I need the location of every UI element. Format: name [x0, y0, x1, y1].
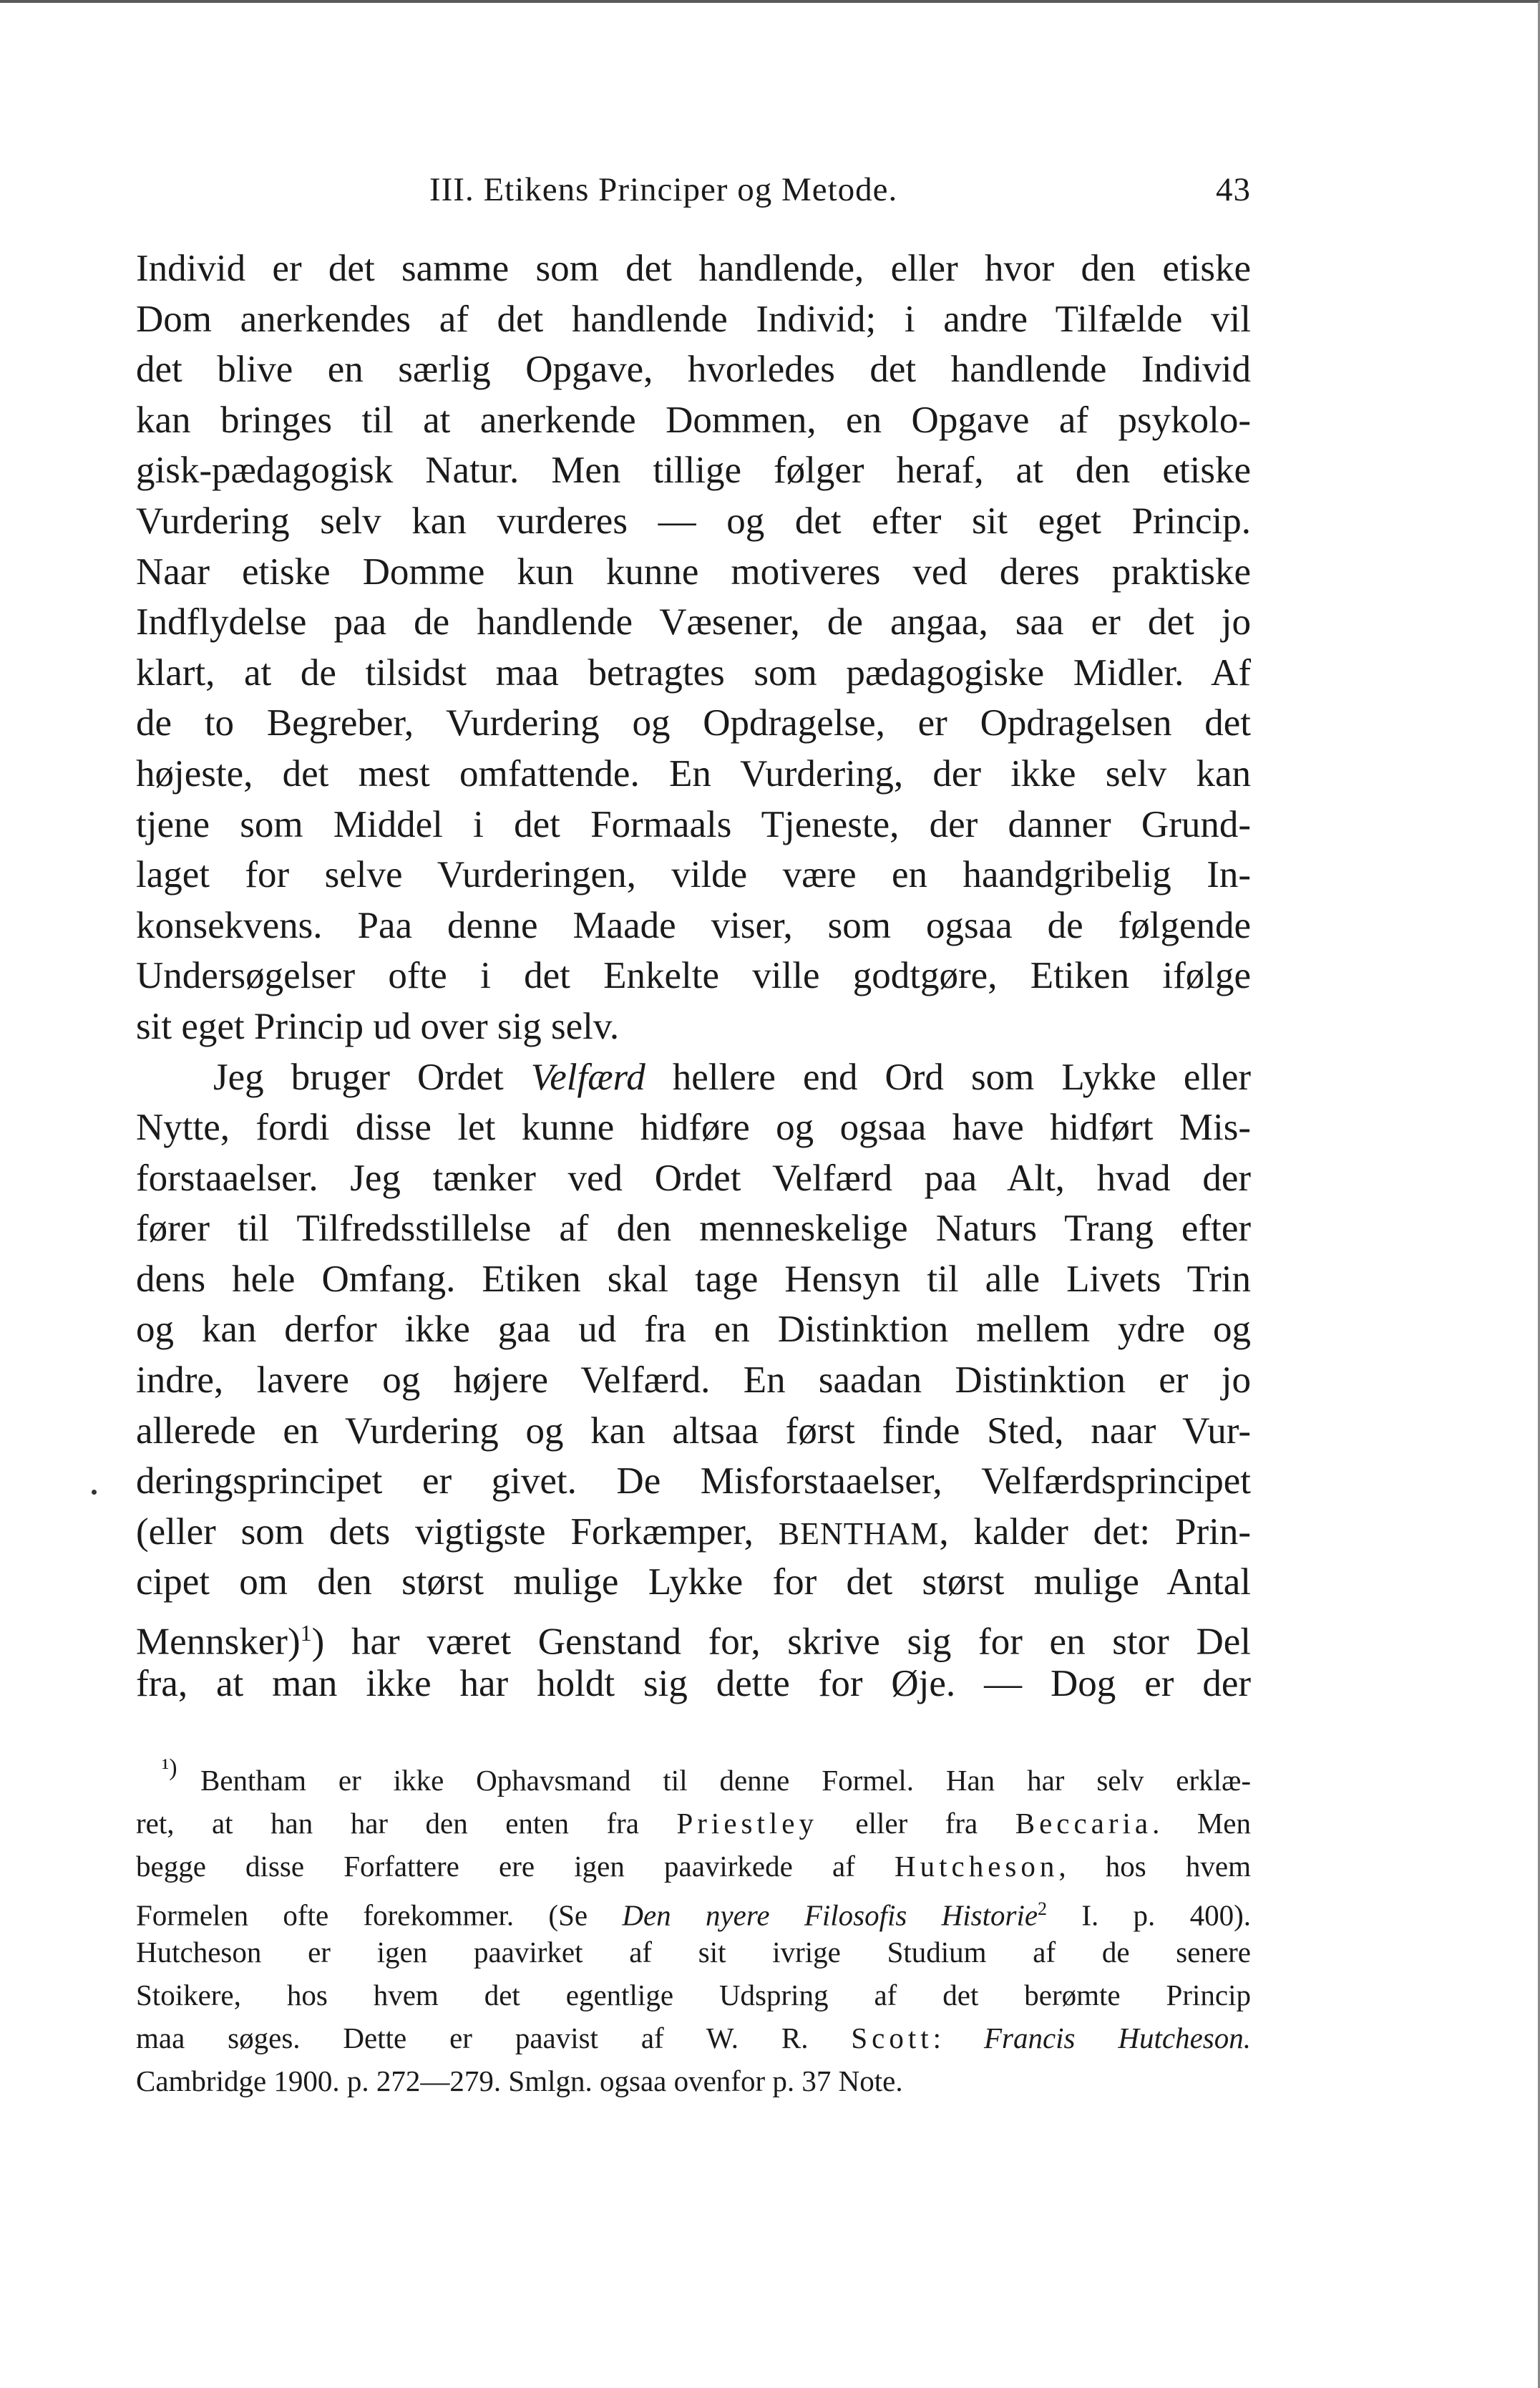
italic-title: Den nyere Filosofis Historie: [622, 1898, 1038, 1932]
text-line: forstaaelser. Jeg tænker ved Ordet Velfærd paa Alt, hvad der: [136, 1157, 1251, 1199]
small-caps-name: BENTHAM: [778, 1515, 940, 1551]
footnote-line: [136, 1845, 1251, 1888]
text-fragment: :: [932, 2021, 984, 2055]
text-fragment: eller fra: [817, 1807, 1015, 1840]
superscript: 2: [1038, 1898, 1048, 1920]
text-line: [136, 1507, 1251, 1558]
text-line: deringsprincipet er givet. De Misforstaaelser, Velfærdsprincipet: [136, 1460, 1251, 1503]
margin-mark: [92, 1490, 97, 1495]
text-line: [136, 1608, 1251, 1663]
text-line: Indflydelse paa de handlende Væsener, de angaa, saa er det jo: [136, 601, 1251, 644]
text-line: fører til Tilfredsstillelse af den menneskelige Naturs Trang efter: [136, 1208, 1251, 1250]
spaced-name: Scott: [851, 2021, 933, 2055]
text-line: og kan derfor ikke gaa ud fra en Distinktion mellem ydre og: [136, 1309, 1251, 1351]
footnote: [136, 1754, 1252, 2102]
book-page: [136, 157, 1251, 2102]
text-line: de to Begreber, Vurdering og Opdragelse, er Opdragelsen det: [136, 702, 1251, 744]
text-line: Dom anerkendes af det handlende Individ; i andre Tilfælde vil: [136, 298, 1251, 340]
text-line: allerede en Vurdering og kan altsaa først finde Sted, naar Vur-: [136, 1409, 1251, 1452]
text-fragment: I. p. 400).: [1047, 1898, 1251, 1932]
text-line: kan bringes til at anerkende Dommen, en Opgave af psykolo-: [136, 399, 1251, 441]
text-line: klart, at de tilsidst maa betragtes som pædagogiske Midler. Af: [136, 651, 1251, 694]
text-fragment: ret, at han har den enten fra: [136, 1807, 677, 1840]
text-line: Naar etiske Domme kun kunne motiveres ved deres praktiske: [136, 550, 1251, 593]
footnote-line: [136, 2016, 1251, 2059]
text-line: det blive en særlig Opgave, hvorledes det handlende Individ: [136, 349, 1251, 391]
text-line: konsekvens. Paa denne Maade viser, som ogsaa de følgende: [136, 904, 1251, 946]
text-fragment: (eller som dets vigtigste Forkæmper,: [136, 1510, 779, 1553]
text-line: højeste, det mest omfattende. En Vurdering, der ikke selv kan: [136, 752, 1251, 795]
text-fragment: , hos hvem: [1058, 1850, 1251, 1883]
text-line: Individ er det samme som det handlende, eller hvor den etiske: [136, 248, 1251, 289]
footnote-line: Bentham er ikke Ophavsmand til denne Formel. Han har selv erklæ-: [200, 1764, 1251, 1797]
page-number: 43: [1216, 171, 1251, 208]
text-line: sit eget Princip ud over sig selv.: [136, 1005, 620, 1047]
footnote-reference: 1: [300, 1620, 312, 1646]
text-line: fra, at man ikke har holdt sig dette for Øje. — Dog er der: [136, 1662, 1251, 1704]
body-text: [136, 243, 1251, 1709]
spaced-name: Beccaria: [1015, 1807, 1153, 1840]
text-line: cipet om den størst mulige Lykke for det størst mulige Antal: [136, 1561, 1251, 1603]
text-line: Vurdering selv kan vurderes — og det efter sit eget Princip.: [136, 500, 1251, 542]
text-fragment: begge disse Forfattere ere igen paavirkede af: [136, 1850, 895, 1883]
text-line: dens hele Omfang. Etiken skal tage Hensyn til alle Livets Trin: [136, 1258, 1251, 1300]
text-line: Nytte, fordi disse let kunne hidføre og ogsaa have hidført Mis-: [136, 1107, 1251, 1149]
text-fragment: maa søges. Dette er paavist af W. R.: [136, 2021, 852, 2055]
text-line: indre, lavere og højere Velfærd. En saadan Distinktion er jo: [136, 1359, 1251, 1402]
text-line: [136, 1052, 1251, 1103]
text-fragment: , kalder det: Prin-: [939, 1510, 1251, 1553]
text-fragment: ) har været Genstand for, skrive sig for en stor Del: [311, 1621, 1251, 1663]
footnote-line: Stoikere, hos hvem det egentlige Udspring af det berømte Princip: [136, 1979, 1251, 2012]
text-fragment: . Men: [1152, 1807, 1252, 1840]
spaced-name: Hutcheson: [895, 1850, 1059, 1883]
text-line: Undersøgelser ofte i det Enkelte ville godtgøre, Etiken ifølge: [136, 955, 1251, 997]
chapter-title: III. Etikens Principer og Metode.: [429, 171, 898, 208]
italic-term: Velfærd: [530, 1056, 645, 1098]
text-fragment: Mennsker): [136, 1621, 301, 1663]
footnote-line: Hutcheson er igen paavirket af sit ivrige Studium af de senere: [136, 1936, 1251, 1969]
footnote-line: [136, 1802, 1251, 1845]
text-fragment: hellere end Ord som Lykke eller: [645, 1056, 1251, 1098]
footnote-marker: ¹): [162, 1754, 177, 1782]
text-line: tjene som Middel i det Formaals Tjeneste, der danner Grund-: [136, 803, 1251, 845]
italic-title: Francis Hutcheson.: [983, 2021, 1251, 2055]
text-fragment: Formelen ofte forekommer. (Se: [136, 1898, 623, 1932]
footnote-line: [136, 1888, 1251, 1931]
running-head: [136, 157, 1251, 215]
footnote-line: Cambridge 1900. p. 272—279. Smlgn. ogsaa ovenfor p. 37 Note.: [136, 2064, 903, 2098]
text-line: laget for selve Vurderingen, vilde være en haandgribelig In-: [136, 854, 1251, 896]
spaced-name: Priestley: [676, 1807, 818, 1840]
text-fragment: Jeg bruger Ordet: [213, 1056, 531, 1098]
text-line: gisk-pædagogisk Natur. Men tillige følger heraf, at den etiske: [136, 450, 1251, 492]
